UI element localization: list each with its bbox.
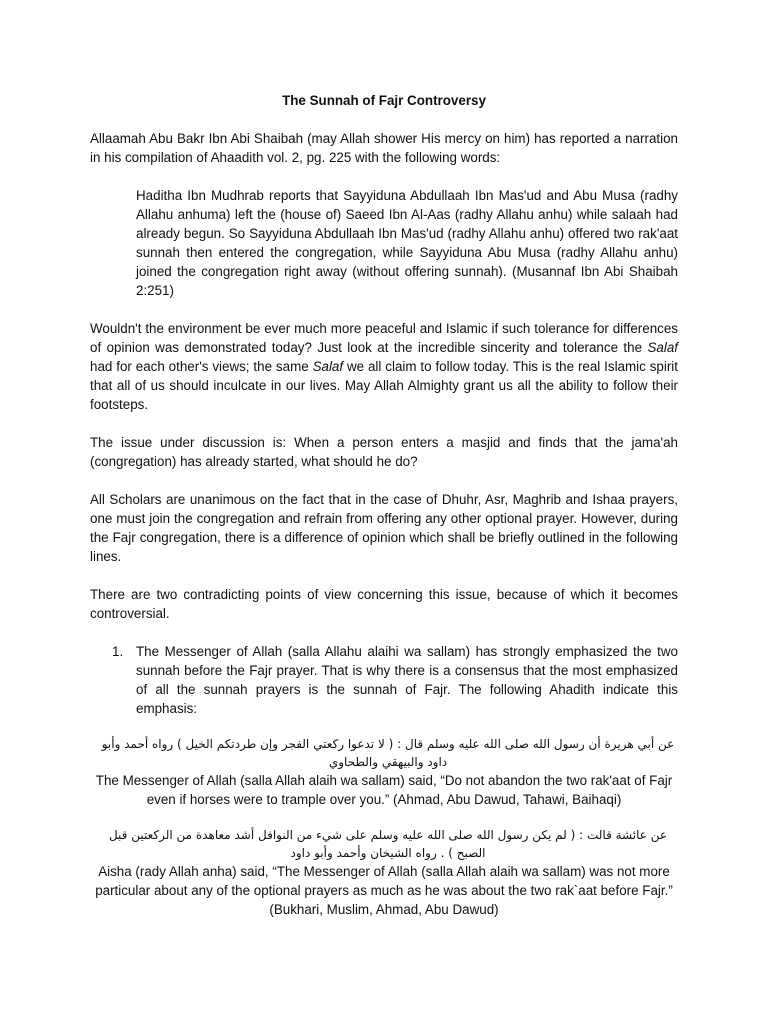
salaf-term: Salaf bbox=[647, 340, 678, 355]
tolerance-paragraph: Wouldn't the environment be ever much more peaceful and Islamic if such tolerance for differences of opinion was demonstrated today? Just look at the incredible sincerity and tolerance the Salaf had for each other's views; the same Salaf we all claim to follow today. This is the real Islamic spirit that all of us should inculcate in our lives. May Allah Almighty grant us all the ability to follow their footsteps. bbox=[90, 321, 678, 412]
arabic-hadith-2: عن عائشة قالت : ( لم يكن رسول الله صلى الله عليه وسلم على شيء من النوافل أشد معاهدة من الركعتين قبل الصبح ) . رواه الشيخان وأحمد وأبو داود bbox=[108, 828, 668, 860]
hadith-translation-2: Aisha (rady Allah anha) said, “The Messenger of Allah (salla Allah alaih wa sallam) was not more particular about any of the optional prayers as much as he was about the two rak`aat before Fajr.” (Bukhari, Muslim, Ahmad, Abu Dawud) bbox=[95, 864, 673, 917]
scholars-paragraph: All Scholars are unanimous on the fact that in the case of Dhuhr, Asr, Maghrib and Ishaa prayers, one must join the congregation and refrain from offering any other optional prayer. However, during the Fajr congregation, there is a difference of opinion which shall be briefly outlined in the following lines. bbox=[90, 492, 678, 564]
hadith-translation-1: The Messenger of Allah (salla Allah alaih wa sallam) said, “Do not abandon the two rak'aat of Fajr even if horses were to trample over you.” (Ahmad, Abu Dawud, Tahawi, Baihaqi) bbox=[95, 773, 673, 807]
page-title: The Sunnah of Fajr Controversy bbox=[282, 93, 486, 108]
salaf-term: Salaf bbox=[312, 359, 344, 374]
list-number: 1. bbox=[112, 644, 124, 659]
viewpoints-paragraph: There are two contradicting points of view concerning this issue, because of which it becomes controversial. bbox=[90, 587, 678, 621]
issue-paragraph: The issue under discussion is: When a person enters a masjid and finds that the jama'ah (congregation) has already started, what should he do? bbox=[90, 435, 678, 469]
list-item bbox=[90, 642, 678, 718]
intro-paragraph: Allaamah Abu Bakr Ibn Abi Shaibah (may Allah shower His mercy on him) has reported a narration in his compilation of Ahaadith vol. 2, pg. 225 with the following words: bbox=[90, 131, 678, 165]
list-item-text: The Messenger of Allah (salla Allahu alaihi wa sallam) has strongly emphasized the two sunnah before the Fajr prayer. That is why there is a consensus that the most emphasized of all the sunnah prayers is the sunnah of Fajr. The following Ahadith indicate this emphasis: bbox=[136, 644, 678, 716]
block-quote: Haditha Ibn Mudhrab reports that Sayyiduna Abdullaah Ibn Mas'ud and Abu Musa (radhy Allahu anhuma) left the (house of) Saeed Ibn Al-Aas (radhy Allahu anhu) while salaah had already begun. So Sayyiduna Abdullaah Ibn Mas'ud (radhy Allahu anhu) offered two rak'aat sunnah then entered the congregation, while Sayyiduna Abu Musa (radhy Allahu anhu) joined the congregation right away (without offering sunnah). (Musannaf Ibn Abi Shaibah 2:251) bbox=[136, 188, 678, 298]
arabic-hadith-1: عن أبي هريرة أن رسول الله صلى الله عليه وسلم قال : ( لا تدعوا ركعتي الفجر وإن طردتكم الخيل ) رواه أحمد وأبو داود والبيهقي والطحاوي bbox=[101, 737, 675, 769]
